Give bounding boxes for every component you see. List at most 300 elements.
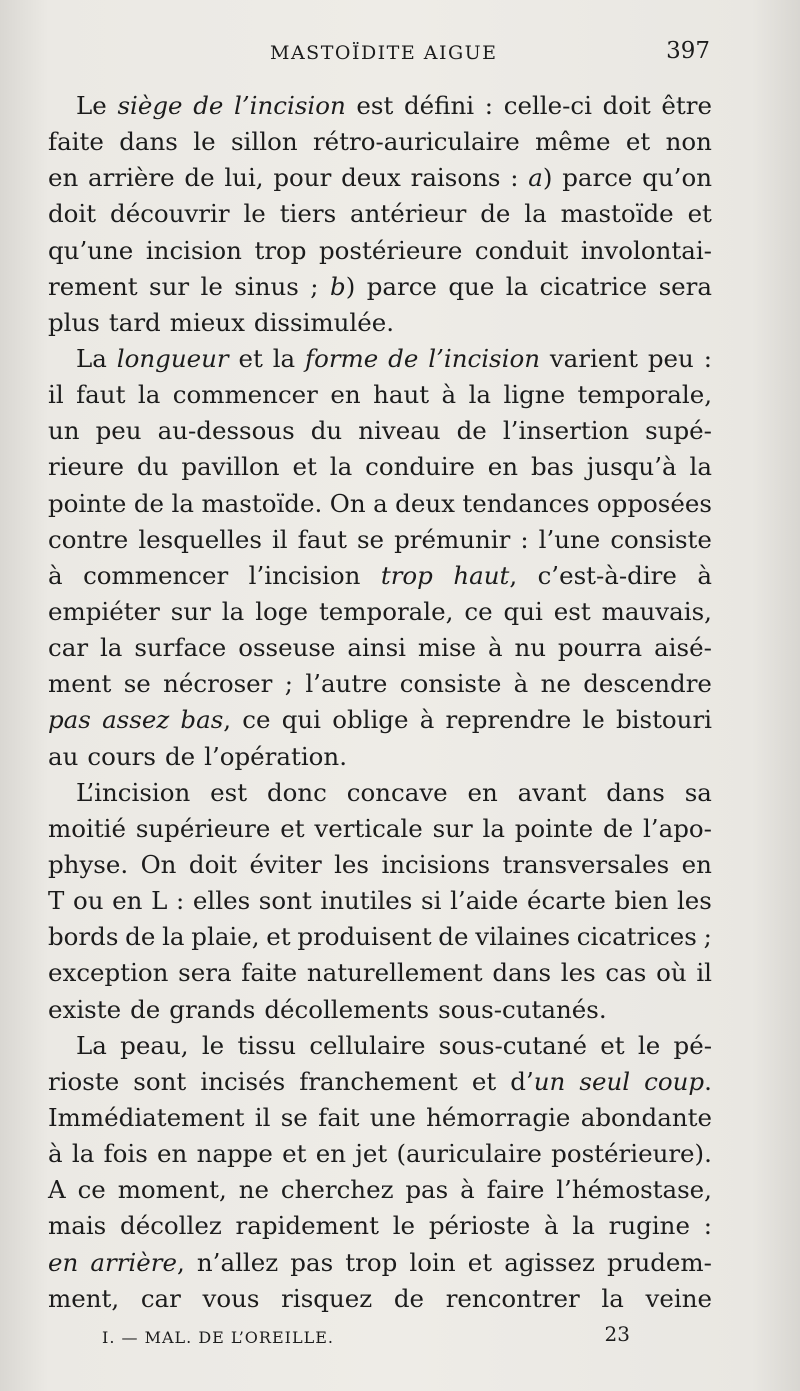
word: ligne <box>503 380 566 410</box>
word: jet <box>355 1139 388 1169</box>
word: de <box>602 813 634 843</box>
word: loge <box>255 596 308 626</box>
word: commencer <box>83 560 229 590</box>
text-line <box>48 847 712 883</box>
word: pavillon <box>181 452 280 482</box>
word: ; <box>284 669 293 699</box>
text-line <box>48 1281 712 1317</box>
word: n’allez <box>196 1247 279 1277</box>
word: incisés <box>200 1066 286 1096</box>
word: avant <box>517 777 587 807</box>
word: le <box>201 1030 225 1060</box>
word: sillon <box>230 127 298 157</box>
word: franchement <box>299 1066 458 1096</box>
word: mauvais, <box>601 596 712 626</box>
word: la <box>162 922 185 952</box>
text-line <box>48 955 712 991</box>
word: Immédiatement <box>48 1102 245 1132</box>
word: et <box>280 813 305 843</box>
word: sera <box>178 958 232 988</box>
word: temporale, <box>577 380 712 410</box>
word: jusqu’à <box>586 452 677 482</box>
word: : <box>176 886 185 916</box>
word: du <box>310 416 343 446</box>
word: à <box>697 560 712 590</box>
word: cas <box>605 958 647 988</box>
word: l’incision <box>234 91 346 120</box>
word: qu’on <box>642 163 712 193</box>
text-line <box>48 413 712 449</box>
word: vilaines <box>475 922 571 952</box>
word: opposées <box>596 488 712 518</box>
word: L <box>151 886 168 916</box>
word: en <box>315 1139 346 1169</box>
word: en <box>48 1247 79 1277</box>
word: pas <box>48 705 91 735</box>
word: moment, <box>117 1175 227 1205</box>
word: commencer <box>172 380 318 410</box>
word: postérieure). <box>551 1139 712 1169</box>
word: l’apo- <box>642 813 712 843</box>
word: niveau <box>358 416 441 446</box>
word: trop <box>254 235 307 265</box>
word: temporale, <box>318 596 454 626</box>
word: bien <box>614 886 669 916</box>
word: ; <box>310 271 319 301</box>
word: produisent <box>297 922 432 952</box>
word: rencontrer <box>445 1283 580 1313</box>
word: conduit <box>474 235 569 265</box>
word: la <box>272 343 296 373</box>
word: il <box>696 958 712 988</box>
text-line <box>48 377 712 413</box>
word: la <box>468 380 492 410</box>
word: naturellement <box>306 958 483 988</box>
word: dissimulée. <box>253 307 395 337</box>
word: trop <box>345 1247 398 1277</box>
word: de <box>193 91 224 120</box>
word: plus <box>48 307 100 337</box>
text-line <box>48 1136 712 1172</box>
word: incision <box>145 235 242 265</box>
word: mastoïde <box>560 199 674 229</box>
word: ne <box>540 669 571 699</box>
word: forme <box>305 343 379 373</box>
word: les <box>676 886 712 916</box>
word: que <box>448 271 495 301</box>
word: se <box>123 669 151 699</box>
word: et <box>282 1139 307 1169</box>
word: il <box>271 524 288 554</box>
text-line <box>48 341 712 377</box>
word: ment <box>48 669 112 699</box>
word: rapidement <box>235 1211 379 1241</box>
word: la <box>689 452 712 482</box>
word: l’aide <box>450 886 519 916</box>
word: l’opération. <box>204 741 347 771</box>
word: supérieure <box>135 813 271 843</box>
word: doit <box>188 849 238 879</box>
word: de <box>130 994 161 1024</box>
word: a) <box>528 163 553 193</box>
word: doit <box>48 199 97 229</box>
word: rieure <box>48 452 125 482</box>
word: la <box>482 813 505 843</box>
word: doit <box>602 91 651 120</box>
word: la <box>221 596 245 626</box>
word: ou <box>72 886 104 916</box>
word: consiste <box>399 669 502 699</box>
word: du <box>136 452 169 482</box>
word: mieux <box>169 307 245 337</box>
word: sur <box>149 271 190 301</box>
word: fois <box>103 1139 148 1169</box>
word: concave <box>346 777 448 807</box>
word: cicatrices <box>576 922 697 952</box>
word: pas <box>405 1175 449 1205</box>
word: à <box>460 1175 475 1205</box>
word: la <box>524 199 547 229</box>
word: dans <box>119 127 178 157</box>
text-line <box>48 702 712 738</box>
word: l’autre <box>305 669 388 699</box>
text-line <box>48 739 712 775</box>
word: tiers <box>279 199 337 229</box>
word: être <box>661 91 712 120</box>
word: sont <box>258 886 312 916</box>
word: sinus <box>234 271 299 301</box>
word: la <box>601 1283 624 1313</box>
word: pourra <box>557 633 643 663</box>
word: en <box>48 163 79 193</box>
word: nécroser <box>163 669 273 699</box>
word: la <box>171 488 194 518</box>
text-line <box>48 269 712 305</box>
word: les <box>560 958 596 988</box>
printer-signature: I. — MAL. DE L’OREILLE. <box>102 1328 334 1347</box>
word: pas <box>290 1247 334 1277</box>
text-line <box>48 1208 712 1244</box>
word: et <box>238 343 263 373</box>
word: en <box>157 1139 188 1169</box>
word: faite <box>241 958 298 988</box>
word: est <box>356 91 394 120</box>
word: une <box>369 1102 416 1132</box>
word: la <box>572 1211 595 1241</box>
word: tard <box>108 307 161 337</box>
word: : <box>520 524 529 554</box>
word: varient <box>549 343 638 373</box>
word: prudem- <box>607 1247 712 1277</box>
word: mais <box>48 1211 107 1241</box>
word: empiéter <box>48 596 160 626</box>
word: il <box>48 380 64 410</box>
word: deux <box>395 488 455 518</box>
word: lui, <box>224 163 264 193</box>
word: périoste <box>428 1211 531 1241</box>
word: qui <box>281 705 322 735</box>
word: incisions <box>381 849 491 879</box>
word: postérieure <box>318 235 463 265</box>
text-line <box>48 88 712 124</box>
text-line <box>48 160 712 196</box>
word: tissu <box>237 1030 297 1060</box>
text-line <box>48 775 712 811</box>
word: à <box>48 1139 63 1169</box>
word: de <box>388 343 419 373</box>
word: en <box>681 849 712 879</box>
word: de <box>133 488 165 518</box>
word: sa <box>684 777 712 807</box>
text-line <box>48 233 712 269</box>
text-line <box>48 992 712 1028</box>
word: le <box>200 271 223 301</box>
word: rioste <box>48 1066 120 1096</box>
word: loin <box>409 1247 456 1277</box>
word: parce <box>562 163 633 193</box>
word: qui <box>503 596 543 626</box>
word: la <box>329 452 353 482</box>
word: donc <box>266 777 327 807</box>
word: fait <box>318 1102 360 1132</box>
word: agissez <box>504 1247 595 1277</box>
word: de <box>480 199 511 229</box>
word: de <box>164 741 196 771</box>
word: le <box>243 199 266 229</box>
word: et <box>266 922 291 952</box>
word: deux <box>341 163 401 193</box>
word: faut <box>297 524 347 554</box>
word: coup. <box>644 1066 712 1096</box>
body-text <box>48 88 712 1317</box>
word: On <box>329 488 366 518</box>
word: physe. <box>48 849 129 879</box>
word: écarte <box>526 886 606 916</box>
word: de <box>456 416 487 446</box>
word: trop <box>380 560 433 590</box>
word: et <box>687 199 712 229</box>
word: ce <box>242 705 271 735</box>
word: même <box>535 127 611 157</box>
word: l’incision <box>428 343 540 373</box>
word: si <box>421 886 442 916</box>
word: et <box>471 1066 497 1096</box>
signature-number: 23 <box>604 1322 630 1346</box>
word: raisons <box>410 163 501 193</box>
word: plaie, <box>191 922 260 952</box>
word: de <box>438 922 469 952</box>
word: mise <box>417 633 477 663</box>
word: le <box>582 705 605 735</box>
word: faut <box>76 380 126 410</box>
word: défini <box>404 91 475 120</box>
word: ce <box>77 1175 106 1205</box>
word: arrière, <box>90 1247 185 1277</box>
word: Le <box>76 91 107 120</box>
word: cicatrice <box>539 271 648 301</box>
word: verticale <box>314 813 423 843</box>
word: de <box>125 922 156 952</box>
text-line <box>48 630 712 666</box>
word: oblige <box>332 705 409 735</box>
word: est <box>553 596 591 626</box>
word: T <box>48 886 65 916</box>
page-number: 397 <box>666 38 710 64</box>
word: dans <box>606 777 665 807</box>
word: : <box>510 163 519 193</box>
word: sous-cutanés. <box>438 994 607 1024</box>
word: haut, <box>453 560 518 590</box>
word: parce <box>366 271 437 301</box>
word: éviter <box>249 849 322 879</box>
word: b) <box>330 271 356 301</box>
word: sont <box>133 1066 187 1096</box>
text-line <box>48 449 712 485</box>
word: au <box>48 741 79 771</box>
word: contre <box>48 524 129 554</box>
word: le <box>193 127 216 157</box>
word: ainsi <box>347 633 406 663</box>
word: en <box>112 886 143 916</box>
word: bas, <box>180 705 232 735</box>
word: la <box>505 271 529 301</box>
word: ne <box>238 1175 269 1205</box>
running-title: MASTOÏDITE AIGUE <box>270 42 498 64</box>
word: car <box>140 1283 181 1313</box>
word: l’insertion <box>502 416 630 446</box>
word: cherchez <box>280 1175 394 1205</box>
word: celle-ci <box>503 91 592 120</box>
page-header <box>40 38 710 74</box>
word: le <box>637 1030 661 1060</box>
paragraph <box>48 341 712 775</box>
word: exception <box>48 958 169 988</box>
word: grands <box>169 994 256 1024</box>
word: La <box>76 1030 107 1060</box>
word: inutiles <box>320 886 413 916</box>
text-line <box>48 305 712 341</box>
word: la <box>137 380 161 410</box>
word: l’une <box>538 524 601 554</box>
word: les <box>334 849 370 879</box>
text-line <box>48 1064 712 1100</box>
word: à <box>419 705 435 735</box>
word: en <box>487 452 519 482</box>
text-line <box>48 811 712 847</box>
word: à <box>48 560 63 590</box>
paragraph <box>48 88 712 341</box>
word: transversales <box>502 849 670 879</box>
word: faite <box>48 127 104 157</box>
word: haut <box>373 380 430 410</box>
word: ; <box>703 922 712 952</box>
word: pour <box>273 163 332 193</box>
word: se <box>356 524 385 554</box>
word: la <box>71 1139 95 1169</box>
word: : <box>703 343 712 373</box>
word: la <box>99 633 123 663</box>
word: cellulaire <box>309 1030 426 1060</box>
paragraph <box>48 1028 712 1317</box>
word: mastoïde. <box>201 488 323 518</box>
word: cours <box>87 741 156 771</box>
word: conduire <box>365 452 475 482</box>
word: qu’une <box>48 235 134 265</box>
word: reprendre <box>445 705 572 735</box>
word: bas <box>531 452 574 482</box>
text-line <box>48 919 712 955</box>
word: rugine <box>608 1211 690 1241</box>
word: en <box>467 777 498 807</box>
word: de <box>393 1283 425 1313</box>
word: faire <box>486 1175 545 1205</box>
word: rétro-auriculaire <box>312 127 520 157</box>
word: le <box>392 1211 416 1241</box>
word: assez <box>102 705 170 735</box>
word: non <box>665 127 712 157</box>
word: ment, <box>48 1283 120 1313</box>
word: décollez <box>120 1211 222 1241</box>
word: osseuse <box>238 633 336 663</box>
text-line <box>48 1245 712 1281</box>
paragraph <box>48 775 712 1028</box>
word: c’est-à-dire <box>537 560 677 590</box>
word: bistouri <box>615 705 712 735</box>
word: aisé- <box>654 633 712 663</box>
word: sous-cutané <box>438 1030 587 1060</box>
word: descendre <box>583 669 712 699</box>
word: moitié <box>48 813 126 843</box>
word: longueur <box>116 343 229 373</box>
word: consiste <box>610 524 712 554</box>
word: pointe <box>514 813 594 843</box>
word: dans <box>492 958 552 988</box>
text-line <box>48 1028 712 1064</box>
word: ce <box>464 596 493 626</box>
word: On <box>140 849 177 879</box>
word: au-dessous <box>157 416 295 446</box>
word: l’hémostase, <box>556 1175 712 1205</box>
word: tendances <box>462 488 590 518</box>
word: sur <box>432 813 473 843</box>
word: La <box>76 343 107 373</box>
word: nappe <box>196 1139 273 1169</box>
word: peu <box>647 343 694 373</box>
word: prémunir <box>394 524 511 554</box>
word: involontai- <box>580 235 712 265</box>
word: antérieur <box>350 199 467 229</box>
word: risquez <box>281 1283 373 1313</box>
text-line <box>48 1100 712 1136</box>
word: lesquelles <box>138 524 262 554</box>
word: : <box>484 91 494 120</box>
word: sur <box>170 596 211 626</box>
text-line <box>48 486 712 522</box>
word: d’un <box>510 1066 566 1096</box>
word: rement <box>48 271 138 301</box>
word: veine <box>645 1283 712 1313</box>
text-line <box>48 1172 712 1208</box>
word: car <box>48 633 89 663</box>
word: (auriculaire <box>396 1139 542 1169</box>
word: surface <box>134 633 227 663</box>
word: à <box>487 633 503 663</box>
word: et <box>625 127 651 157</box>
word: peu <box>95 416 142 446</box>
word: l’incision <box>248 560 361 590</box>
word: existe <box>48 994 122 1024</box>
text-line <box>48 124 712 160</box>
